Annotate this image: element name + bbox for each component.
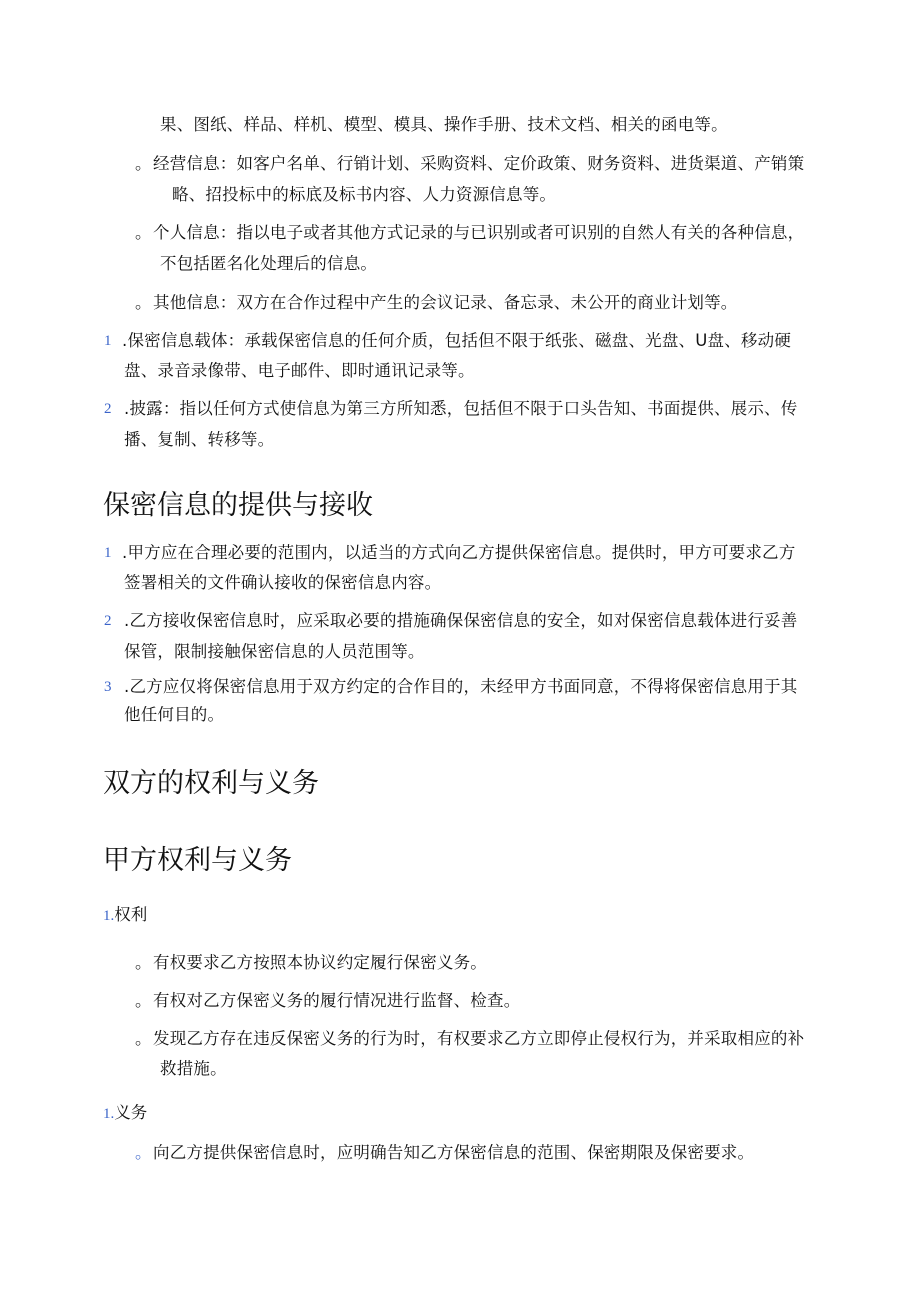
text-line: 个人信息：指以电子或者其他方式记录的与已识别或者可识别的自然人有关的各种信息，: [153, 223, 805, 242]
bullet-marker: 。: [135, 293, 152, 312]
text-line: 经营信息：如客户名单、行销计划、采购资料、定价政策、财务资料、进货渠道、产销策: [153, 154, 805, 173]
text-line: 不包括匿名化处理后的信息。: [160, 254, 378, 273]
text-line: 有权对乙方保密义务的履行情况进行监督、检查。: [153, 991, 521, 1010]
text-line: 果、图纸、样品、样机、模型、模具、操作手册、技术文档、相关的函电等。: [160, 115, 728, 134]
list-number: 1: [104, 333, 112, 349]
duties-label-row: [103, 1102, 147, 1125]
bullet-marker: 。: [135, 991, 152, 1010]
text-line: 盘、录音录像带、电子邮件、即时通讯记录等。: [124, 361, 475, 380]
section-heading: 保密信息的提供与接收: [103, 490, 373, 521]
duties-label: 义务: [114, 1103, 148, 1122]
subsection-heading: 甲方权利与义务: [103, 845, 292, 876]
text-line: .乙方接收保密信息时，应采取必要的措施确保保密信息的安全，如对保密信息载体进行妥善: [124, 611, 798, 630]
list-number: 1: [104, 545, 112, 561]
text-line: 略、招投标中的标底及标书内容、人力资源信息等。: [172, 185, 557, 204]
bullet-marker: 。: [135, 953, 152, 972]
text-line: 其他信息：双方在合作过程中产生的会议记录、备忘录、未公开的商业计划等。: [153, 293, 738, 312]
text-line: 保管，限制接触保密信息的人员范围等。: [124, 642, 425, 661]
text-line: 救措施。: [160, 1059, 227, 1078]
rights-label: 权利: [114, 905, 148, 924]
rights-label-row: [103, 904, 147, 927]
text-line: .披露：指以任何方式使信息为第三方所知悉，包括但不限于口头告知、书面提供、展示、传: [124, 399, 798, 418]
text-line: 播、复制、转移等。: [124, 430, 275, 449]
bullet-marker: 。: [135, 1143, 152, 1162]
text-line: .甲方应在合理必要的范围内，以适当的方式向乙方提供保密信息。提供时，甲方可要求乙方: [122, 543, 796, 562]
list-number: 3: [104, 679, 112, 695]
bullet-marker: 。: [135, 154, 152, 173]
text-line: .乙方应仅将保密信息用于双方约定的合作目的，未经甲方书面同意，不得将保密信息用于其: [124, 677, 798, 696]
list-number: 2: [104, 401, 112, 417]
text-line: 签署相关的文件确认接收的保密信息内容。: [124, 573, 442, 592]
list-number: 1.: [103, 1106, 115, 1122]
text-line: 有权要求乙方按照本协议约定履行保密义务。: [153, 953, 487, 972]
section-heading: 双方的权利与义务: [103, 768, 319, 799]
text-line: 他任何目的。: [124, 705, 225, 724]
list-number: 2: [104, 613, 112, 629]
list-number: 1.: [103, 908, 115, 924]
text-line: 向乙方提供保密信息时，应明确告知乙方保密信息的范围、保密期限及保密要求。: [153, 1143, 755, 1162]
bullet-marker: 。: [135, 1029, 152, 1048]
bullet-marker: 。: [135, 223, 152, 242]
text-line: .保密信息载体：承载保密信息的任何介质，包括但不限于纸张、磁盘、光盘、U盘、移动硬: [122, 331, 792, 350]
text-line: 发现乙方存在违反保密义务的行为时，有权要求乙方立即停止侵权行为，并采取相应的补: [153, 1029, 805, 1048]
